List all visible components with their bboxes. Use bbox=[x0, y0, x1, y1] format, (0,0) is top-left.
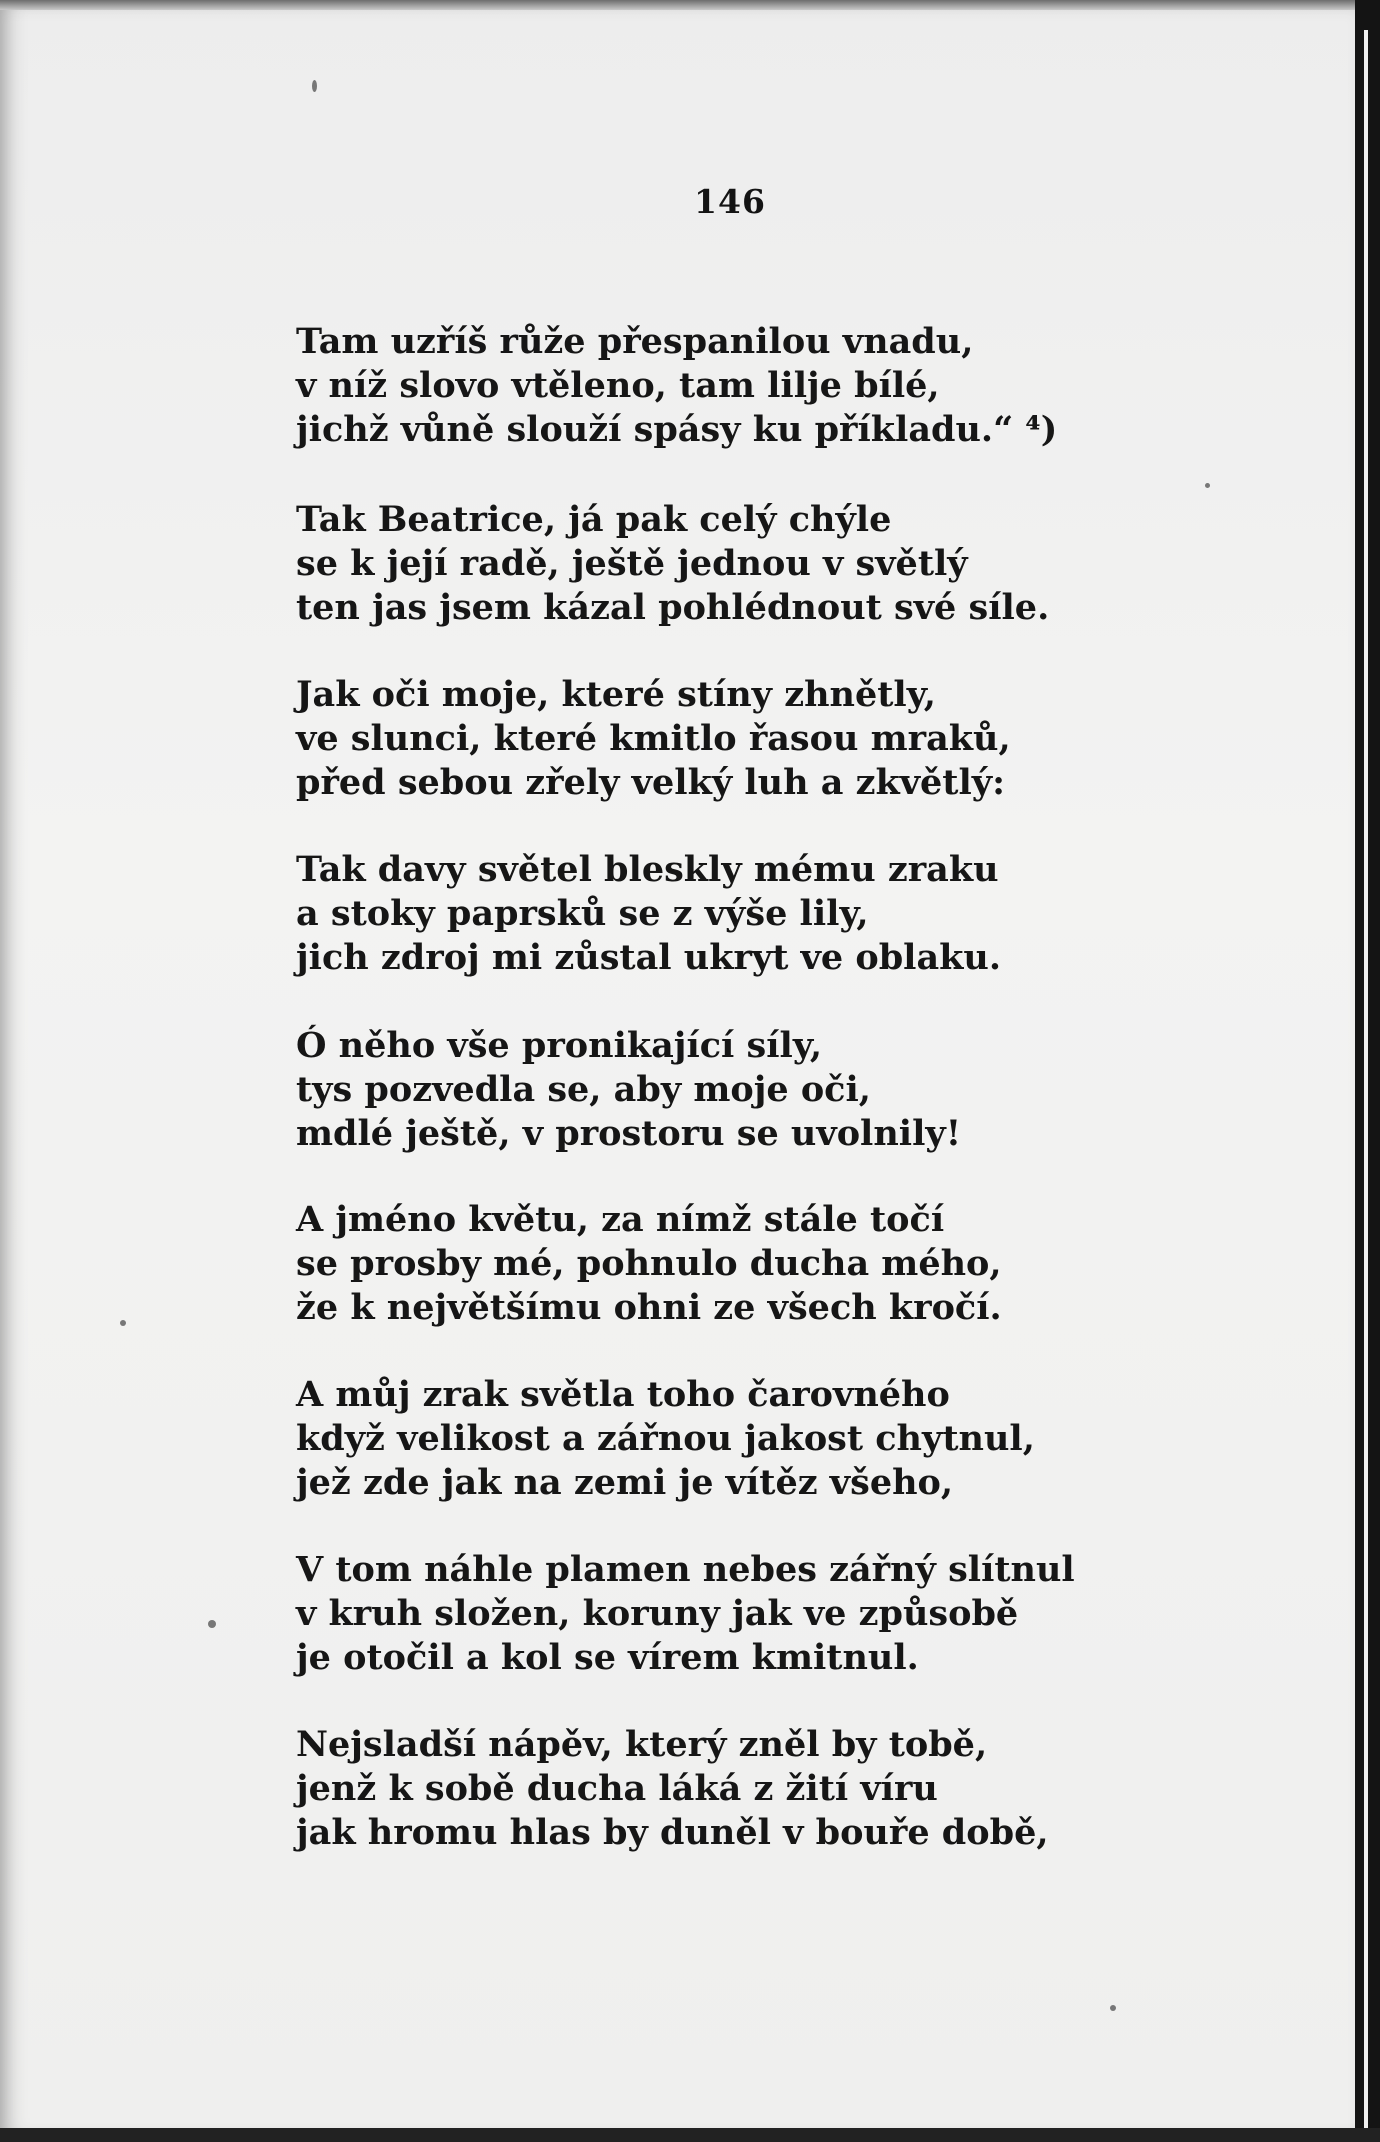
verse-line: Tam uzříš růže přespanilou vnadu, bbox=[296, 321, 974, 362]
stanza bbox=[296, 1024, 961, 1156]
verse-line: V tom náhle plamen nebes zářný slítnul bbox=[296, 1549, 1075, 1590]
page-binding-line bbox=[1364, 30, 1368, 2140]
paper-speck bbox=[120, 1320, 126, 1326]
stanza bbox=[296, 1373, 1035, 1505]
verse-line: jichž vůně slouží spásy ku příkladu.“ ⁴) bbox=[296, 409, 1058, 450]
verse-line: v níž slovo vtěleno, tam lilje bílé, bbox=[296, 365, 940, 406]
verse-line: jich zdroj mi zůstal ukryt ve oblaku. bbox=[296, 937, 1002, 978]
stanza bbox=[296, 320, 1057, 452]
verse-line: je otočil a kol se vírem kmitnul. bbox=[296, 1637, 919, 1678]
verse-line: jenž k sobě ducha láká z žití víru bbox=[296, 1768, 938, 1809]
verse-line: se k její radě, ještě jednou v světlý bbox=[296, 543, 968, 584]
paper-speck bbox=[1205, 483, 1210, 488]
verse-line: jak hromu hlas by duněl v bouře době, bbox=[296, 1812, 1049, 1853]
verse-line: Ó něho vše pronikající síly, bbox=[296, 1025, 823, 1066]
verse-line: Tak Beatrice, já pak celý chýle bbox=[296, 499, 892, 540]
stanza bbox=[296, 673, 1011, 805]
verse-line: před sebou zřely velký luh a zkvětlý: bbox=[296, 762, 1006, 803]
verse-line: Nejsladší nápěv, který zněl by tobě, bbox=[296, 1724, 988, 1765]
verse-line: A jméno květu, za nímž stále točí bbox=[296, 1199, 945, 1240]
stanza bbox=[296, 848, 1001, 980]
verse-line: mdlé ještě, v prostoru se uvolnily! bbox=[296, 1113, 962, 1154]
verse-line: A můj zrak světla toho čarovného bbox=[296, 1374, 950, 1415]
stanza bbox=[296, 1198, 1002, 1330]
verse-line: se prosby mé, pohnulo ducha mého, bbox=[296, 1243, 1002, 1284]
verse-line: ve slunci, které kmitlo řasou mraků, bbox=[296, 718, 1011, 759]
page-number: 146 bbox=[694, 182, 766, 221]
verse-line: tys pozvedla se, aby moje oči, bbox=[296, 1069, 871, 1110]
stanza bbox=[296, 498, 1049, 630]
verse-line: když velikost a zářnou jakost chytnul, bbox=[296, 1418, 1035, 1459]
paper-speck bbox=[208, 1620, 216, 1628]
stanza bbox=[296, 1723, 1049, 1855]
verse-line: v kruh složen, koruny jak ve způsobě bbox=[296, 1593, 1019, 1634]
verse-line: a stoky paprsků se z výše lily, bbox=[296, 893, 869, 934]
verse-line: Tak davy světel bleskly mému zraku bbox=[296, 849, 999, 890]
page-bottom-edge bbox=[0, 2128, 1380, 2142]
paper-speck bbox=[312, 80, 317, 92]
verse-line: jež zde jak na zemi je vítěz všeho, bbox=[296, 1462, 954, 1503]
verse-line: že k největšímu ohni ze všech kročí. bbox=[296, 1287, 1002, 1328]
verse-line: Jak oči moje, které stíny zhnětly, bbox=[296, 674, 936, 715]
stanza bbox=[296, 1548, 1075, 1680]
page-top-edge bbox=[0, 0, 1355, 10]
verse-line: ten jas jsem kázal pohlédnout své síle. bbox=[296, 587, 1050, 628]
paper-speck bbox=[1110, 2005, 1116, 2011]
